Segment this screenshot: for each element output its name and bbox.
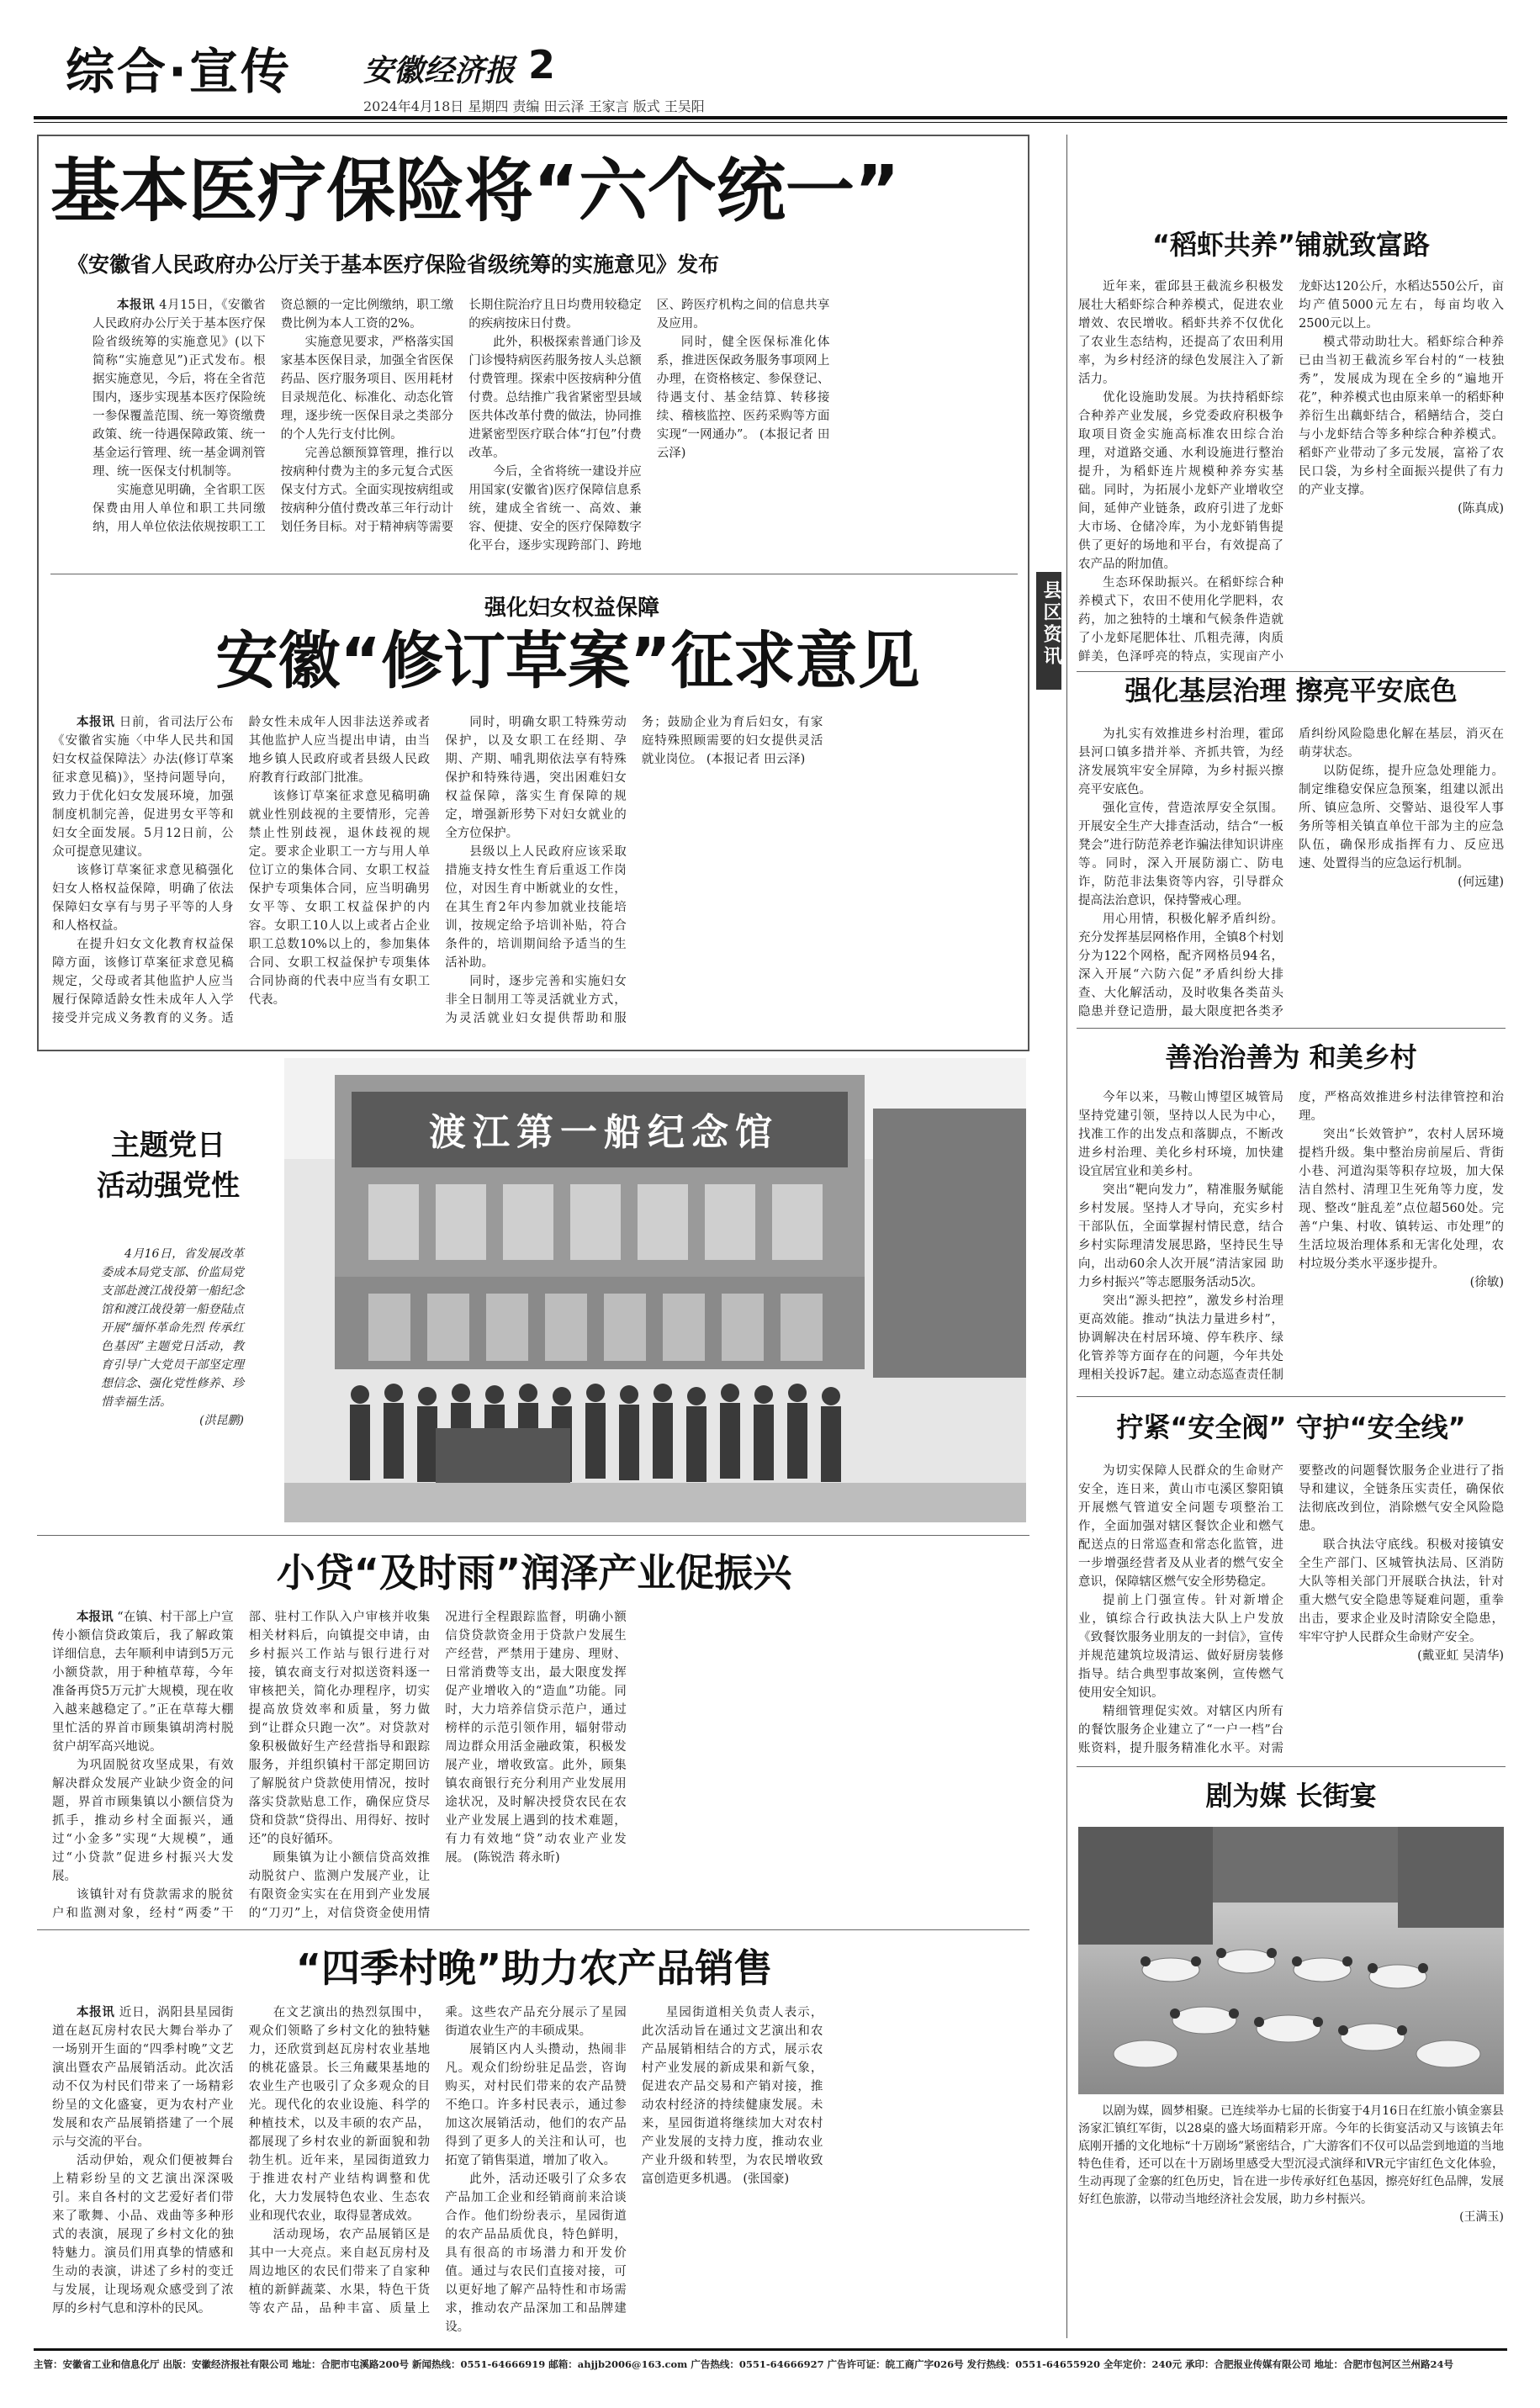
memorial-hall-sign: 渡江第一船纪念馆 — [429, 1111, 779, 1154]
a2-p1: 日前，省司法厅公布《安徽省实施〈中华人民共和国妇女权益保障法〉办法(修订草案征求意见稿)》，坚持问题导向，致力于优化妇女发展环境，加强制度机制完善，促进男女平等和妇女全面发展。5月12日前，公众可提意见建议。 — [52, 716, 234, 859]
a3-title: 小贷“及时雨”润泽产业促振兴 — [276, 1550, 792, 1596]
a1-title: 基本医疗保险将“六个统一” — [50, 151, 900, 231]
a4-p7: 星园街道相关负责人表示，此次活动旨在通过文艺演出和农产品展销相结合的方式，展示农村产业发展的新成果和新气象，促进农产品交易和产销对接，推动农村经济的持续健康发展。未来，星园街道将继续加大对农村产业发展的支持力度，推动农业产业升级和转型，为农民增收致富创造更多机遇。 — [641, 2006, 823, 2186]
r4-title: 拧紧“安全阀” 守护“安全线” — [1116, 1411, 1466, 1443]
r3-p2: 突出“靶向发力”，精准服务赋能乡村发展。坚持人才导向，充实乡村干部队伍，全面掌握村情民意，结合乡村实际理清发展思路，坚持民生导向，出动60余人次开展“清洁家园 助力乡村振兴”等志愿服务活动5次。 — [1078, 1183, 1283, 1289]
a3-p1: “在镇、村干部上户宣传小额信贷政策后，我了解政策详细信息，去年顺利申请到5万元小额贷款，用于种植草莓，今年准备再贷5万元扩大规模，现在收入越来越稳定了。”正在草莓大棚里忙活的界首市顾集镇胡湾村脱贫户胡军高兴地说。 — [52, 1611, 234, 1754]
a4-lead: 本报讯 — [77, 2005, 115, 2019]
r2-body — [1078, 725, 1504, 1021]
a1-p2: 实施意见明确，全省职工医保费由用人单位和职工共同缴纳，用人单位依法依规按职工工资总额的一定比例缴纳，职工缴费比例为本人工资的2%。 — [93, 299, 454, 534]
r2-divider — [1077, 1028, 1506, 1029]
a2-p4: 该修订草案征求意见稿明确就业性别歧视的主要情形，完善禁止性别歧视，退休歧视的规定。要求企业职工一方与用人单位订立的集体合同、女职工权益保护专项集体合同，应当明确男女平等、女职工权益保护的内容。女职工10人以上或者占企业职工总数10%以上的，参加集体合同、女职工权益保护专项集体合同协商的代表中应当有女职工代表。 — [248, 790, 431, 1007]
a4-title: “四季村晚”助力农产品销售 — [295, 1945, 773, 1991]
a1-body — [93, 296, 1018, 555]
r4-p3: 精细管理促实效。对辖区内所有的餐饮服务企业建立了“一户一档”台账资料，提升服务精准化水平。对需要整改的问题餐饮服务企业进行了指导和建议，全链条压实责任，确保依法彻底改到位，消除燃气安全风险隐患。 — [1078, 1464, 1504, 1755]
r2-p4: 以防促练，提升应急处理能力。制定维稳安保应急预案，组建以派出所、镇应急所、交警站、退役军人事务所等相关镇直单位干部为主的应急队伍，确保形成指挥有力、反应迅速、处置得当的应急运行机制。 — [1299, 765, 1504, 871]
r1-p2: 优化设施助发展。为扶持稻虾综合种养产业发展，乡党委政府积极争取项目资金实施高标准农田综合治理，对道路交通、水利设施进行整治提升，为稻虾连片规模种养夯实基础。同时，为拓展小龙虾产业增收空间，延伸产业链条，政府引进了龙虾大市场、仓储冷库，为小龙虾销售提供了更好的场地和平台，有效提高了农产品的附加值。 — [1078, 391, 1283, 571]
r3-divider — [1077, 1396, 1506, 1397]
masthead-rule — [34, 116, 1507, 119]
a2-kicker: 强化妇女权益保障 — [484, 595, 659, 621]
party-title-2: 活动强党性 — [97, 1169, 240, 1203]
vertical-label: 县区资讯 — [1040, 580, 1061, 668]
a1-p1: 4月15日，《安徽省人民政府办公厅关于基本医疗保险省级统筹的实施意见》(以下简称“实施意见”)正式发布。根据实施意见，今后，将在全省范围内，逐步实现基本医疗保险统一参保覆盖范围、统一筹资缴费政策、统一待遇保障政策、统一基金运行管理、统一基金调剂管理、统一医保支付机制等。 — [93, 299, 266, 479]
r5-title: 剧为媒 长街宴 — [1205, 1780, 1377, 1812]
a2-credit: (本报记者 田云泽) — [706, 753, 806, 766]
r4-p1: 为切实保障人民群众的生命财产安全，连日来，黄山市屯溪区黎阳镇开展燃气管道安全问题专项整治工作，全面加强对辖区餐饮企业和燃气配送点的日常巡查和常态化监管，进一步增强经营者及从业者的燃气安全意识，保障辖区燃气安全形势稳定。 — [1078, 1464, 1283, 1589]
r4-credit: (戴亚虹 吴清华) — [1417, 1649, 1504, 1663]
party-title-1: 主题党日 — [111, 1129, 225, 1162]
r1-body — [1078, 278, 1504, 666]
r4-p2: 提前上门强宣传。针对新增企业，镇综合行政执法大队上户发放《致餐饮服务业朋友的一封信》，宣传并规范建筑垃圾清运、做好厨房装修指导。结合典型事故案例，宣传燃气使用安全知识。 — [1078, 1594, 1283, 1700]
a2-title: 安徽“修订草案”征求意见 — [215, 625, 920, 697]
r2-title: 强化基层治理 擦亮平安底色 — [1125, 675, 1458, 707]
a1-lead: 本报讯 — [117, 298, 156, 312]
a3-p3: 该镇针对有贷款需求的脱贫户和监测对象，经村“两委”干部、驻村工作队入户审核并收集相关材料后，向镇提交申请，由乡村振兴工作站与银行进行对接，镇农商支行对拟送资料逐一审核把关，简化办理程序，切实提高放贷效率和质量，努力做到“让群众只跑一次”。对贷款对象积极做好生产经营指导和跟踪服务，并组织镇村干部定期回访了解脱贫户贷款使用情况，按时落实贷款贴息工作，确保应贷尽贷和贷款“贷得出、用得好、按时还”的良好循环。 — [52, 1611, 431, 1920]
a3-lead: 本报讯 — [77, 1610, 114, 1624]
a4-p2: 活动伊始，观众们便被舞台上精彩纷呈的文艺演出深深吸引。来自各村的文艺爱好者们带来了歌舞、小品、戏曲等多种形式的表演，展现了乡村文化的独特魅力。演员们用真挚的情感和生动的表演，讲述了乡村的变迁与发展，让现场观众感受到了浓厚的乡村气息和淳朴的民风。 — [52, 2154, 234, 2315]
a3-p2: 为巩固脱贫攻坚成果，有效解决群众发展产业缺少资金的问题，界首市顾集镇以小额信贷为抓手，推动乡村全面振兴，通过“小金多”实现“大规模”，通过“小贷款”促进乡村振兴大发展。 — [52, 1759, 234, 1883]
page-number: 2 — [528, 42, 556, 87]
a2-body — [52, 713, 1019, 1033]
r3-p4: 突出“长效管护”，农村人居环境提档升级。集中整治房前屋后、背街小巷、河道沟渠等积存垃圾，加大保洁自然村、清理卫生死角等力度，发现、整改“脏乱差”点位超560处。完善“户集、村收、镇转运、市处理”的生活垃圾治理体系和无害化处理，农村垃圾分类水平逐步提升。 — [1299, 1128, 1504, 1271]
r5-credit: (王满玉) — [1459, 2210, 1504, 2224]
a4-p4: 活动现场，农产品展销区是其中一大亮点。来自赵瓦房村及周边地区的农民们带来了自家种植的新鲜蔬菜、水果，特色干货等农产品，品种丰富、质量上乘。这些农产品充分展示了星园街道农业生产的丰硕成果。 — [248, 2006, 627, 2315]
party-photo — [284, 1058, 1026, 1522]
r2-p2: 强化宣传，营造浓厚安全氛围。开展安全生产大排查活动，结合“一板凳会”进行防范养老诈骗法律知识讲座等。同时，深入开展防溺亡、防电诈，防范非法集资等内容，引导群众提高法治意识，保持警戒心理。 — [1078, 802, 1283, 908]
r2-p3: 用心用情，积极化解矛盾纠纷。充分发挥基层网格作用，全镇8个村划分为122个网格，配齐网格员94名，深入开展“六防六促”矛盾纠纷大排查、大化解活动，及时收集各类苗头隐患并登记造册，最大限度把各类矛盾纠纷风险隐患化解在基层，消灭在萌芽状态。 — [1078, 728, 1504, 1019]
a1-subtitle: 《安徽省人民政府办公厅关于基本医疗保险省级统筹的实施意见》发布 — [67, 252, 720, 277]
a4-divider — [37, 1929, 1029, 1930]
r3-title: 善治治善为 和美乡村 — [1165, 1041, 1417, 1073]
r3-p1: 今年以来，马鞍山博望区城管局坚持党建引领，坚持以人民为中心，找准工作的出发点和落脚点，不断改进乡村治理、美化乡村环境，加快建设宜居宜业和美乡村。 — [1078, 1091, 1283, 1178]
r1-title: “稻虾共养”铺就致富路 — [1151, 229, 1431, 261]
a1-p5: 此外，积极探索普通门诊及门诊慢特病医药服务按人头总额付费管理。探索中医按病种分值付费。总结推广我省紧密型县域医共体改革付费的做法，协同推进紧密型医疗联合体“打包”付费改革。 — [468, 336, 642, 460]
section-title: 综合·宣传 — [66, 43, 293, 100]
a4-p1: 近日，涡阳县星园街道在赵瓦房村农民大舞台举办了一场别开生面的“四季村晚”文艺演出暨农产品展销活动。此次活动不仅为村民们带来了一场精彩纷呈的文化盛宴，更为农村产业发展和农产品展销搭建了一个展示与交流的平台。 — [52, 2006, 234, 2149]
a4-p5: 展销区内人头攒动，热闹非凡。观众们纷纷驻足品尝，咨询购买，对村民们带来的农产品赞不绝口。许多村民表示，通过参加这次展销活动，他们的农产品得到了更多人的关注和认可，也拓宽了销售渠道，增加了收入。 — [445, 2043, 627, 2167]
right-column-rule — [1066, 135, 1067, 2338]
r4-body — [1078, 1462, 1504, 1758]
a1-p3: 实施意见要求，严格落实国家基本医保目录，加强全省医保药品、医疗服务项目、医用耗材目录规范化、标准化、动态化管理，逐步统一医保目录之类部分的个人先行支付比例。 — [280, 336, 454, 442]
a3-divider — [37, 1535, 1029, 1536]
a1-p4: 完善总额预算管理，推行以按病种付费为主的多元复合式医保支付方式。全面实现按病组或按病种分值付费改革三年行动计划任务目标。对于精神病等需要长期住院治疗且日均费用较稳定的疾病按床日付费。 — [280, 299, 642, 534]
banquet-photo — [1078, 1827, 1504, 2094]
a1-p7: 同时，健全医保标准化体系，推进医保政务服务事项网上办理，在资格核定、参保登记、待遇支付、基金结算、转移接续、稽核监控、医药采购等方面实现“一网通办”。 — [656, 336, 830, 442]
a4-p3: 在文艺演出的热烈氛围中，观众们领略了乡村文化的独特魅力，还欣赏到赵瓦房村农业基地的桃花盛景。长三角藏果基地的农业生产也吸引了众多观众的目光。现代化的农业设施、科学的种植技术，以及丰硕的农产品，都展现了乡村农业的新面貌和勃勃生机。近年来，星园街道致力于推进农村产业结构调整和优化，大力发展特色农业、生态农业和现代农业，取得显著成效。 — [248, 2006, 431, 2223]
a3-p4: 顾集镇为让小额信贷高效推动脱贫户、监测户发展产业，让有限资金实实在在用到产业发展的“刀刃”上，对信贷资金使用情况进行全程跟踪监督，明确小额信贷贷款资金用于贷款户发展生产经营，严禁用于建房、理财、日常消费等支出，最大限度发挥促产业增收入的“造血”功能。同时，大力培养信贷示范户，通过榜样的示范引领作用，辐射带动周边群众用活金融政策，积极发展产业，增收致富。此外，顾集镇农商银行充分利用产业发展用途状况，及时解决授贷农民在农业产业发展上遇到的技术难题，有力有效地“贷”动农业产业发展。 — [248, 1611, 627, 1920]
r3-p3: 突出“源头把控”，激发乡村治理更高效能。推动“执法力量进乡村”，协调解决在村居环境、停车秩序、绿化管养等方面存在的问题，今年共处理相关投诉7起。建立动态巡查责任制度，严格高效推进乡村法律管控和治理。 — [1078, 1091, 1504, 1382]
r5-caption-box — [1078, 2103, 1504, 2338]
r2-credit: (何远建) — [1458, 876, 1504, 889]
a2-p3: 在提升妇女文化教育权益保障方面，该修订草案征求意见稿规定，父母或者其他监护人应当履行保障适龄女性未成年人入学接受并完成义务教育的义务。适龄女性未成年人因非法送养或者其他监护人应当提出申请，由当地乡镇人民政府或者县级人民政府教育行政部门批准。 — [52, 716, 431, 1025]
a4-p6: 此外，活动还吸引了众多农产品加工企业和经销商前来洽谈合作。他们纷纷表示，星园街道的农产品品质优良，特色鲜明，具有很高的市场潜力和开发价值。通过与农民们直接对接，可以更好地了解产品特性和市场需求，推动农产品深加工和品牌建设。 — [445, 2172, 627, 2334]
a2-p7: 同时，逐步完善和实施妇女非全日制用工等灵活就业方式，为灵活就业妇女提供帮助和服务；鼓励企业为育后妇女，有家庭特殊照顾需要的妇女提供灵活就业岗位。 — [445, 716, 823, 1025]
r1-p3: 生态环保助振兴。在稻虾综合种养模式下，农田不使用化学肥料，农药，加之独特的土壤和气候条件造就了小龙虾尾肥体壮、爪粗壳薄，肉质鲜美，色泽呼亮的特点，实现亩产小龙虾达120公斤，水稻达550公斤，亩均产值5000元左右，每亩均收入2500元以上。 — [1078, 280, 1504, 664]
r3-body — [1078, 1088, 1504, 1384]
newspaper-logo: 安徽经济报 — [363, 53, 516, 88]
footer-rule — [34, 2348, 1507, 2351]
a3-credit: (陈锐浩 蒋永昕) — [473, 1851, 560, 1865]
r1-divider — [1077, 671, 1506, 672]
footer-info: 主管：安徽省工业和信息化厅 出版：安徽经济报社有限公司 地址：合肥市屯溪路200号 新闻热线：0551-64666919 邮箱：ahjjb2006@163.com 广告热线：0551-64666927 广告许可证：皖工商广字026号 发行热线：0551-64655920 全年定价：240元 承印：合肥报业传媒有限公司 地址：合肥市包河区兰州路24号 — [34, 2358, 1453, 2370]
a4-credit: (张国豪) — [743, 2172, 790, 2186]
r1-credit: (陈真成) — [1458, 502, 1504, 516]
r4-p4: 联合执法守底线。积极对接镇安全生产部门、区城管执法局、区消防大队等相关部门开展联合执法，针对重大燃气安全隐患等疑难问题，重拳出击，要求企业及时清除安全隐患，牢牢守护人民群众生命财产安全。 — [1299, 1538, 1504, 1644]
masthead-rule-thin — [34, 122, 1507, 123]
a2-p6: 县级以上人民政府应该采取措施支持女性生育后重返工作岗位，对因生育中断就业的女性，在其生育2年内参加就业技能培训，按规定给予培训补贴，符合条件的，培训期间给予适当的生活补助。 — [445, 845, 627, 970]
r2-p1: 为扎实有效推进乡村治理，霍邱县河口镇多措并举、齐抓共管，为经济发展筑牢安全屏障，为乡村振兴擦亮平安底色。 — [1078, 728, 1283, 796]
r4-divider — [1077, 1766, 1506, 1767]
a3-body — [52, 1608, 1019, 1923]
issue-info: 2024年4月18日 星期四 责编 田云泽 王家言 版式 王吴阳 — [363, 98, 705, 114]
a4-body — [52, 2003, 1019, 2337]
party-body — [101, 1245, 244, 1506]
a2-p5: 同时，明确女职工特殊劳动保护，以及女职工在经期、孕期、产期、哺乳期依法享有特殊保护和特殊待遇，突出困难妇女权益保障，落实生育保障的规定，增强新形势下对妇女就业的全方位保护。 — [445, 716, 627, 840]
r3-credit: (徐敏) — [1469, 1276, 1504, 1289]
a2-p2: 该修订草案征求意见稿强化妇女人格权益保障，明确了依法保障妇女享有与男子平等的人身和人格权益。 — [52, 864, 234, 933]
banquet-illustration — [1078, 1827, 1504, 2094]
party-text: 4月16日，省发展改革委成本局党支部、价监局党支部赴渡江战役第一船纪念馆和渡江战役第一船登陆点开展“缅怀革命先烈 传承红色基因”主题党日活动，教育引导广大党员干部坚定理想信念、强化党性修养、珍惜幸福生活。 — [101, 1247, 244, 1409]
r5-caption: 以剧为媒，圆梦相聚。已连续举办七届的长街宴于4月16日在红旅小镇金寨县汤家汇镇红军街，以28桌的盛大场面精彩开席。今年的长街宴活动又与该镇去年底刚开播的文化地标“十万剧场”紧密结合，广大游客们不仅可以品尝到地道的当地特色佳肴，还可以在十万剧场里感受大型沉浸式演绎和VR元宇宙红色文化体验，生动再现了金寨的红色历史，旨在进一步传承好红色基因，擦亮好红色品牌，发展好红色旅游，以带动当地经济社会发展，助力乡村振兴。 — [1078, 2104, 1504, 2206]
a2-lead: 本报讯 — [77, 715, 115, 729]
r1-p4: 模式带动助壮大。稻虾综合种养已由当初王截流乡军台村的“一枝独秀”，发展成为现在全乡的“遍地开花”，种养模式也由原来单一的稻虾种养衍生出藕虾结合，稻鳝结合，茭白与小龙虾结合等多种综合种养模式。稻虾产业带动了多元发展，富裕了农民口袋，为乡村全面振兴提供了有力的产业支撑。 — [1299, 336, 1504, 497]
r1-p1: 近年来，霍邱县王截流乡积极发展壮大稻虾综合种养模式，促进农业增效、农民增收。稻虾共养不仅优化了农业生态结构，还提高了农田利用率，为乡村经济的绿色发展注入了新活力。 — [1078, 280, 1283, 386]
a1-p6: 今后，全省将统一建设并应用国家(安徽省)医疗保障信息系统，建成全省统一、高效、兼容、便捷、安全的医疗保障数字化平台，逐步实现跨部门、跨地区、跨医疗机构之间的信息共享及应用。 — [468, 299, 830, 553]
a1-credit: (本报记者 田云泽) — [656, 428, 830, 460]
party-credit: (洪昆鹏) — [199, 1414, 244, 1427]
